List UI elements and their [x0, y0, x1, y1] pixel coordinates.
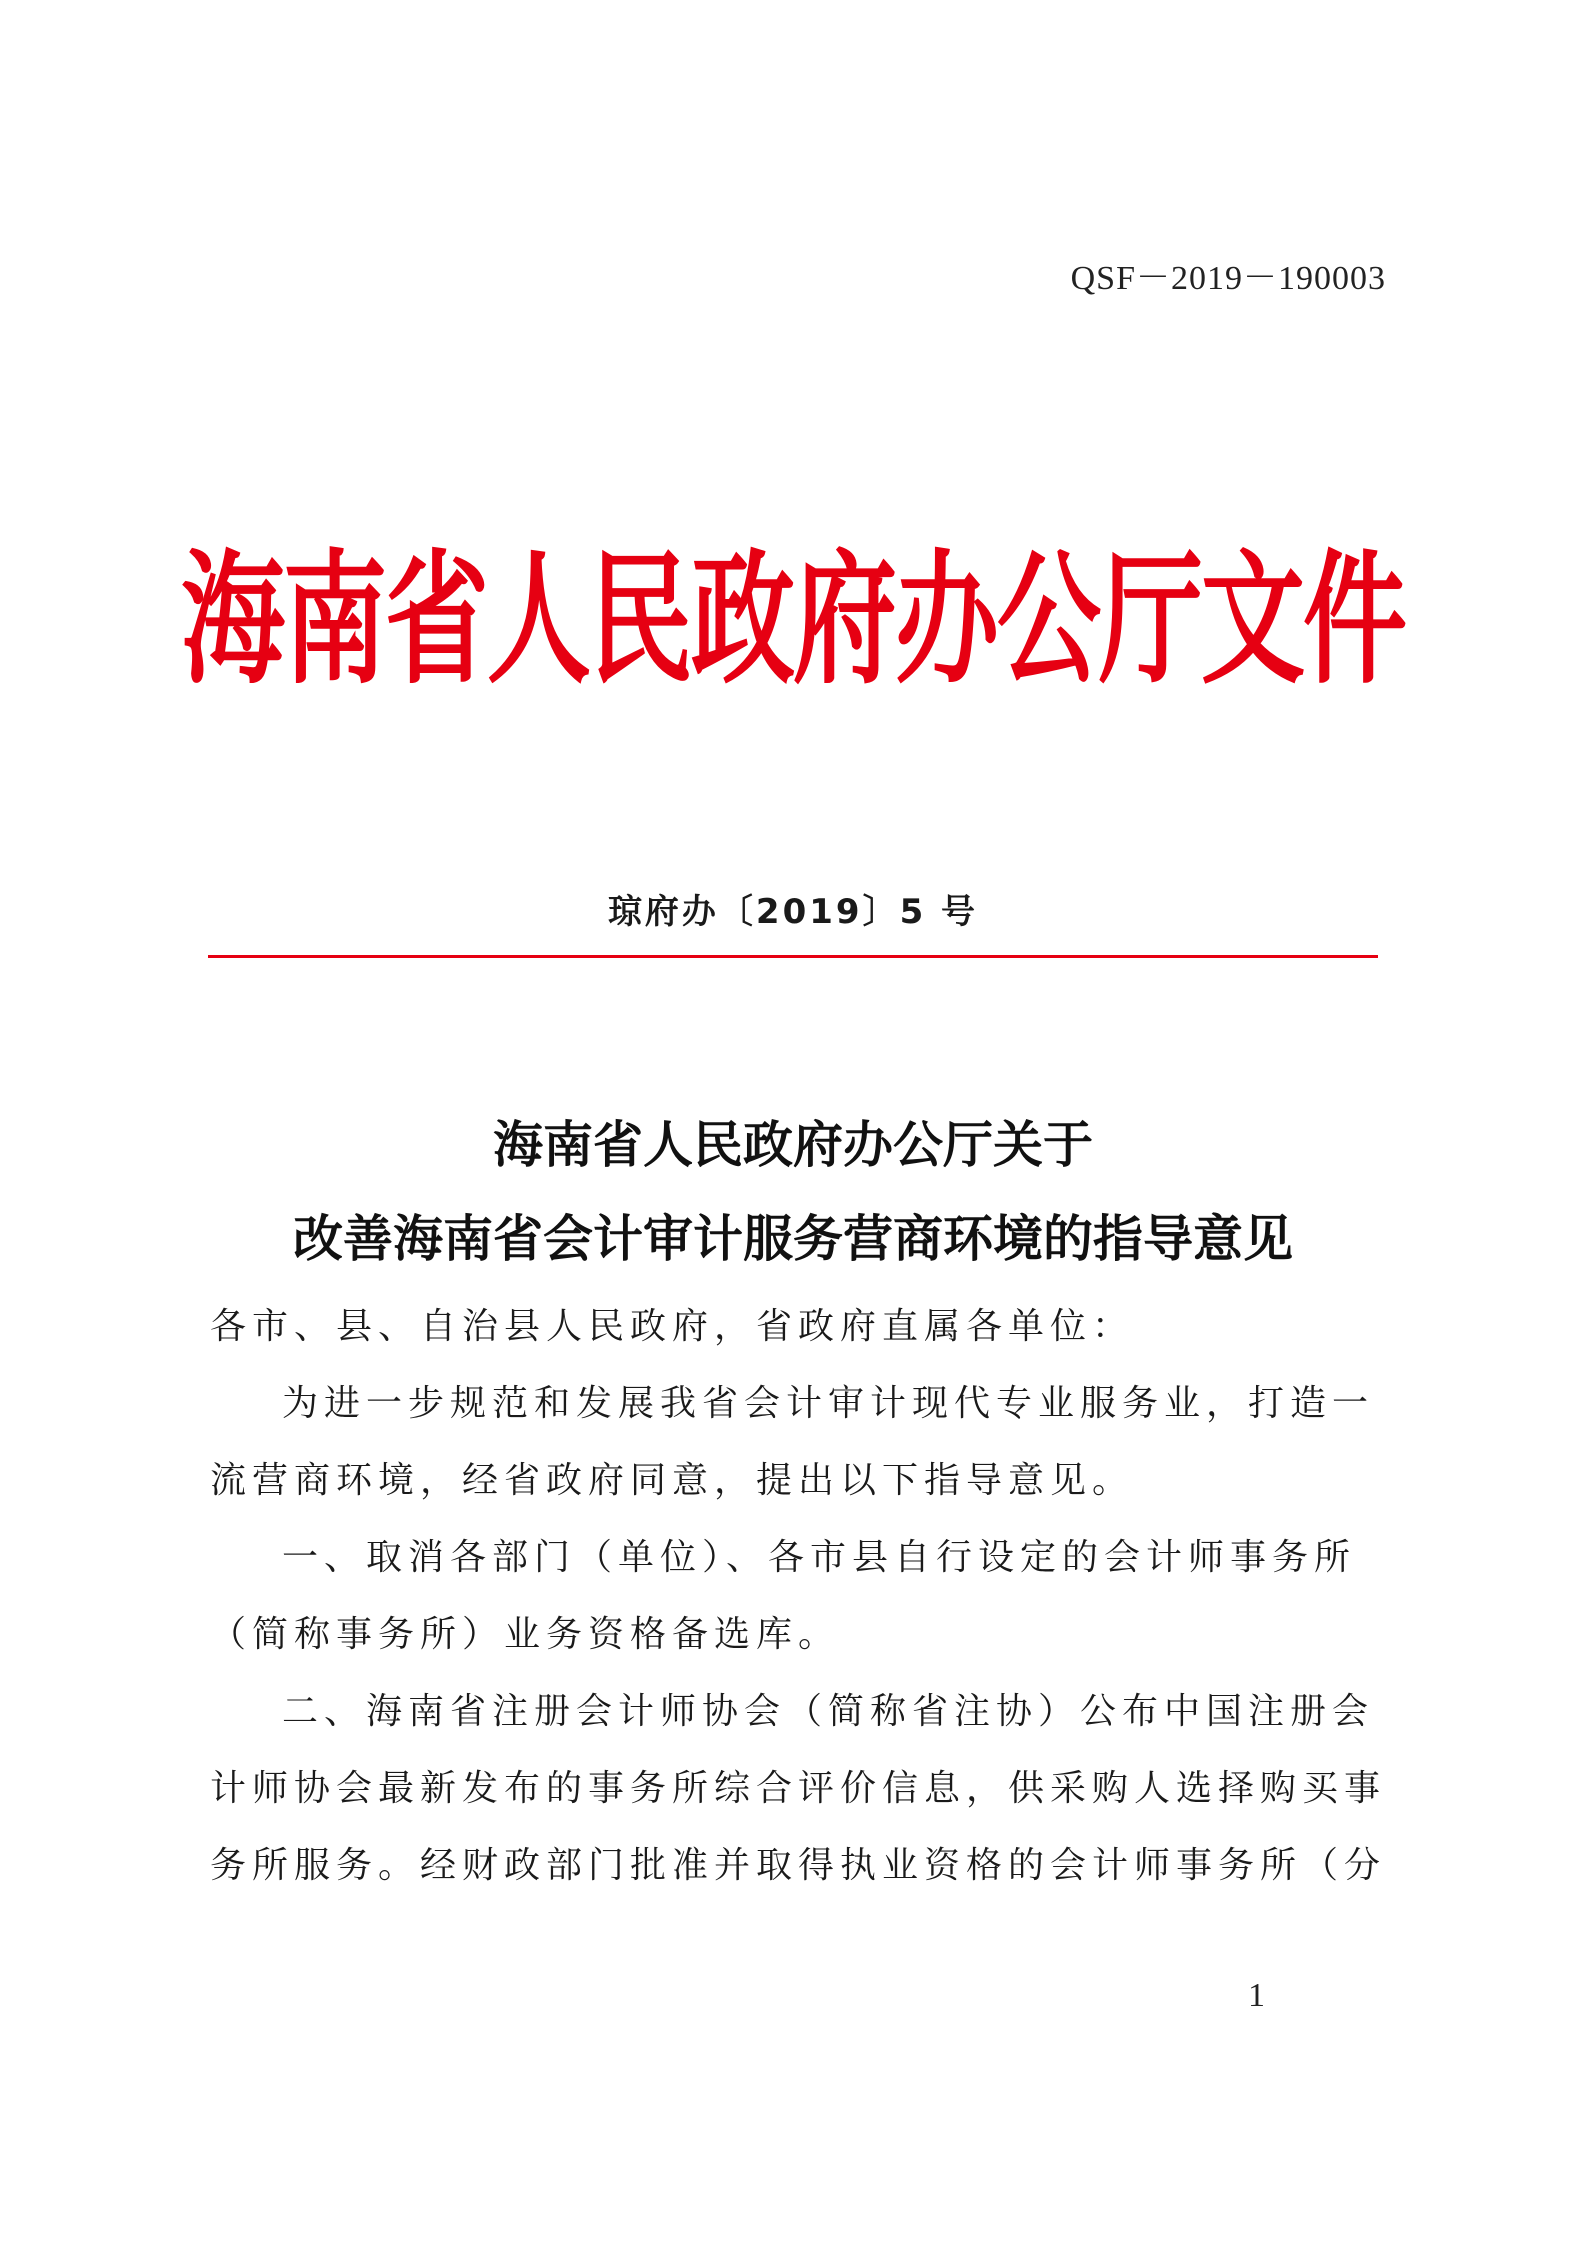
body-paragraph-line: 务所服务。经财政部门批准并取得执业资格的会计师事务所（分 [210, 1845, 1387, 1886]
body-paragraph-line: 二、海南省注册会计师协会（简称省注协）公布中国注册会 [282, 1691, 1375, 1732]
document-title-line-2: 改善海南省会计审计服务营商环境的指导意见 [293, 1209, 1293, 1268]
body-paragraph-line: 计师协会最新发布的事务所综合评价信息，供采购人选择购买事 [210, 1768, 1387, 1809]
issue-number: 琼府办〔2019〕5 号 [607, 892, 979, 932]
salutation-line: 各市、县、自治县人民政府，省政府直属各单位： [210, 1306, 1135, 1347]
document-serial-number: QSF－2019－190003 [1070, 260, 1386, 297]
body-paragraph-line: 一、取消各部门（单位）、各市县自行设定的会计师事务所 [282, 1537, 1357, 1578]
document-title-line-1: 海南省人民政府办公厅关于 [493, 1115, 1093, 1174]
issuing-authority-masthead: 海南省人民政府办公厅文件 [180, 535, 1405, 704]
red-separator-line [208, 955, 1378, 958]
body-paragraph-line: （简称事务所）业务资格备选库。 [210, 1614, 841, 1655]
body-paragraph-line: 流营商环境，经省政府同意，提出以下指导意见。 [210, 1460, 1135, 1501]
body-paragraph-line: 为进一步规范和发展我省会计审计现代专业服务业，打造一 [282, 1383, 1375, 1424]
page-number: 1 [1248, 1977, 1265, 2014]
